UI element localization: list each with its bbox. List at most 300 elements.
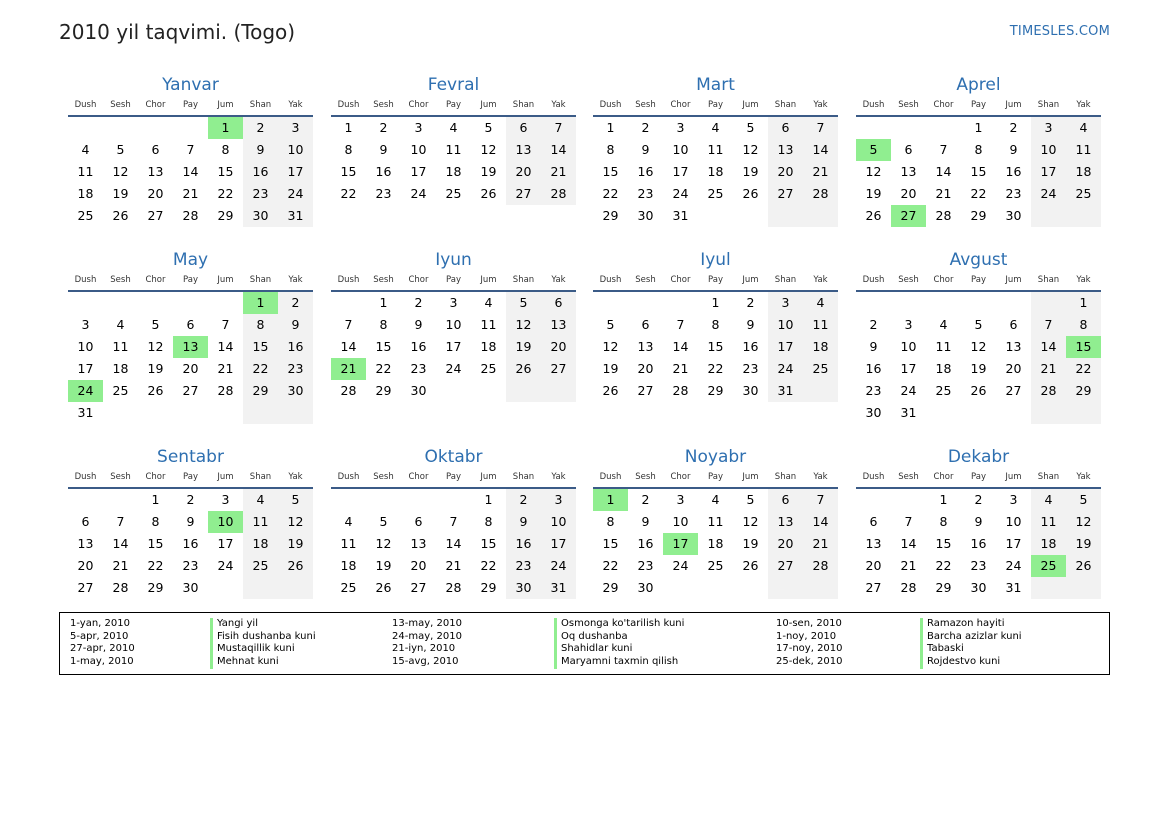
day-cell: 31 (672, 208, 689, 223)
weekday-header: Jum (996, 272, 1031, 292)
empty-day-cell (103, 402, 138, 424)
day-cell: 20 (410, 558, 427, 573)
empty-day-cell (103, 489, 138, 511)
holiday-day-cell: 17 (663, 533, 698, 555)
day-cell: 9 (869, 339, 878, 354)
day-cell: 30 (182, 580, 199, 595)
month-name: Avgust (949, 250, 1008, 270)
day-cell: 14 (935, 164, 952, 179)
day-cell: 10 (77, 339, 94, 354)
day-cell: 12 (506, 314, 541, 336)
day-cell: 15 (340, 164, 357, 179)
weekday-header: Sesh (628, 97, 663, 117)
empty-day-cell (698, 205, 733, 227)
day-cell: 8 (711, 317, 720, 332)
weekday-header: Yak (278, 272, 313, 292)
day-cell: 9 (641, 142, 650, 157)
day-cell: 2 (641, 492, 650, 507)
day-cell: 13 (506, 139, 541, 161)
day-cell: 6 (641, 317, 650, 332)
day-cell: 7 (449, 514, 458, 529)
day-cell: 31 (768, 380, 803, 402)
day-cell: 16 (742, 339, 759, 354)
day-cell: 31 (1005, 580, 1022, 595)
day-cell: 24 (278, 183, 313, 205)
day-cell: 6 (869, 514, 878, 529)
day-cell: 9 (974, 514, 983, 529)
day-cell: 22 (340, 186, 357, 201)
day-cell: 27 (506, 183, 541, 205)
empty-day-cell (803, 577, 838, 599)
day-cell: 28 (112, 580, 129, 595)
day-cell: 23 (637, 186, 654, 201)
legend-holiday-name: Yangi yil (210, 618, 316, 631)
day-cell: 11 (480, 317, 497, 332)
day-cell: 1 (1066, 292, 1101, 314)
legend-date: 1-yan, 2010 (70, 618, 130, 629)
empty-day-cell (1031, 205, 1066, 227)
month-name: May (172, 250, 209, 270)
empty-day-cell (173, 117, 208, 139)
weekday-header: Sesh (366, 97, 401, 117)
day-cell: 10 (768, 314, 803, 336)
day-cell: 1 (711, 295, 720, 310)
day-cell: 10 (1005, 514, 1022, 529)
day-cell: 23 (243, 183, 278, 205)
day-cell: 11 (77, 164, 94, 179)
day-cell: 4 (344, 514, 353, 529)
day-cell: 5 (278, 489, 313, 511)
day-cell: 22 (375, 361, 392, 376)
day-cell: 22 (147, 558, 164, 573)
legend-holiday-name: Maryamni taxmin qilish (554, 656, 684, 669)
day-cell: 2 (869, 317, 878, 332)
day-cell: 11 (445, 142, 462, 157)
legend-holiday-name: Tabaski (920, 643, 1022, 656)
day-cell: 12 (112, 164, 129, 179)
month-name: Fevral (427, 75, 480, 95)
day-cell: 8 (344, 142, 353, 157)
day-cell: 8 (151, 514, 160, 529)
month-grid (68, 469, 313, 599)
weekday-header: Dush (856, 97, 891, 117)
day-cell: 8 (484, 514, 493, 529)
day-cell: 30 (742, 383, 759, 398)
day-cell: 15 (375, 339, 392, 354)
empty-day-cell (1066, 205, 1101, 227)
day-cell: 23 (637, 558, 654, 573)
site-link[interactable]: TIMESLES.COM (1009, 24, 1110, 39)
weekday-header: Chor (138, 97, 173, 117)
day-cell: 8 (1066, 314, 1101, 336)
day-cell: 29 (935, 580, 952, 595)
weekday-header: Chor (401, 469, 436, 489)
day-cell: 11 (935, 339, 952, 354)
day-cell: 25 (243, 555, 278, 577)
day-cell: 11 (340, 536, 357, 551)
day-cell: 2 (186, 492, 195, 507)
day-cell: 18 (77, 186, 94, 201)
empty-day-cell (208, 402, 243, 424)
day-cell: 2 (974, 492, 983, 507)
day-cell: 5 (379, 514, 388, 529)
weekday-header: Chor (401, 97, 436, 117)
day-cell: 3 (414, 120, 423, 135)
weekday-header: Jum (471, 469, 506, 489)
day-cell: 18 (1066, 161, 1101, 183)
weekday-header: Chor (663, 469, 698, 489)
day-cell: 31 (541, 577, 576, 599)
day-cell: 5 (506, 292, 541, 314)
day-cell: 18 (445, 164, 462, 179)
day-cell: 21 (541, 161, 576, 183)
day-cell: 26 (742, 186, 759, 201)
day-cell: 18 (707, 536, 724, 551)
day-cell: 19 (506, 336, 541, 358)
day-cell: 25 (707, 558, 724, 573)
day-cell: 19 (742, 164, 759, 179)
day-cell: 5 (151, 317, 160, 332)
day-cell: 16 (1005, 164, 1022, 179)
day-cell: 11 (1031, 511, 1066, 533)
weekday-header: Pay (436, 469, 471, 489)
month-grid (593, 469, 838, 599)
day-cell: 23 (1005, 186, 1022, 201)
day-cell: 24 (217, 558, 234, 573)
day-cell: 17 (541, 533, 576, 555)
day-cell: 25 (707, 186, 724, 201)
day-cell: 29 (602, 580, 619, 595)
legend-date: 10-sen, 2010 (776, 618, 842, 629)
empty-day-cell (138, 117, 173, 139)
day-cell: 6 (768, 489, 803, 511)
month-iyul (593, 248, 838, 402)
weekday-header: Shan (506, 97, 541, 117)
weekday-header: Jum (471, 272, 506, 292)
weekday-header: Pay (436, 97, 471, 117)
weekday-header: Shan (768, 469, 803, 489)
day-cell: 3 (904, 317, 913, 332)
day-cell: 23 (742, 361, 759, 376)
empty-day-cell (856, 489, 891, 511)
day-cell: 6 (81, 514, 90, 529)
day-cell: 18 (243, 533, 278, 555)
day-cell: 18 (480, 339, 497, 354)
day-cell: 15 (970, 164, 987, 179)
day-cell: 2 (414, 295, 423, 310)
empty-day-cell (278, 402, 313, 424)
day-cell: 20 (182, 361, 199, 376)
day-cell: 6 (151, 142, 160, 157)
day-cell: 5 (746, 120, 755, 135)
day-cell: 9 (746, 317, 755, 332)
day-cell: 2 (506, 489, 541, 511)
day-cell: 14 (445, 536, 462, 551)
day-cell: 22 (707, 361, 724, 376)
day-cell: 26 (278, 555, 313, 577)
day-cell: 15 (217, 164, 234, 179)
day-cell: 19 (602, 361, 619, 376)
day-cell: 24 (900, 383, 917, 398)
weekday-header: Sesh (366, 469, 401, 489)
weekday-header: Sesh (103, 97, 138, 117)
month-dekabr (856, 445, 1101, 599)
legend-holiday-name: Rojdestvo kuni (920, 656, 1022, 669)
empty-day-cell (1031, 292, 1066, 314)
day-cell: 24 (1005, 558, 1022, 573)
day-cell: 20 (865, 558, 882, 573)
empty-day-cell (856, 117, 891, 139)
empty-day-cell (891, 292, 926, 314)
holiday-day-cell: 24 (68, 380, 103, 402)
month-grid (856, 469, 1101, 599)
day-cell: 21 (935, 186, 952, 201)
day-cell: 21 (182, 186, 199, 201)
day-cell: 22 (602, 186, 619, 201)
holiday-day-cell: 10 (208, 511, 243, 533)
day-cell: 21 (217, 361, 234, 376)
weekday-header: Sesh (891, 97, 926, 117)
weekday-header: Yak (803, 97, 838, 117)
weekday-header: Sesh (891, 469, 926, 489)
day-cell: 29 (707, 383, 724, 398)
weekday-header: Sesh (628, 272, 663, 292)
month-grid (593, 97, 838, 227)
month-grid (68, 97, 313, 227)
day-cell: 12 (147, 339, 164, 354)
day-cell: 10 (900, 339, 917, 354)
day-cell: 4 (1031, 489, 1066, 511)
weekday-header: Jum (733, 469, 768, 489)
legend-date: 24-may, 2010 (392, 630, 462, 642)
weekday-header: Chor (926, 97, 961, 117)
day-cell: 23 (375, 186, 392, 201)
day-cell: 1 (344, 120, 353, 135)
empty-day-cell (436, 489, 471, 511)
day-cell: 27 (865, 580, 882, 595)
month-grid (856, 272, 1101, 424)
day-cell: 29 (147, 580, 164, 595)
day-cell: 18 (1031, 533, 1066, 555)
weekday-header: Pay (698, 272, 733, 292)
weekday-header: Sesh (103, 469, 138, 489)
day-cell: 22 (935, 558, 952, 573)
day-cell: 29 (1066, 380, 1101, 402)
legend-date: 25-dek, 2010 (776, 656, 843, 668)
day-cell: 12 (742, 514, 759, 529)
day-cell: 3 (81, 317, 90, 332)
day-cell: 21 (803, 161, 838, 183)
empty-day-cell (856, 292, 891, 314)
day-cell: 16 (865, 361, 882, 376)
day-cell: 17 (410, 164, 427, 179)
day-cell: 2 (379, 120, 388, 135)
day-cell: 11 (112, 339, 129, 354)
legend-holiday-name: Shahidlar kuni (554, 643, 684, 656)
day-cell: 16 (278, 336, 313, 358)
weekday-header: Yak (1066, 469, 1101, 489)
day-cell: 24 (1031, 183, 1066, 205)
weekday-header: Yak (1066, 272, 1101, 292)
day-cell: 12 (602, 339, 619, 354)
empty-day-cell (103, 292, 138, 314)
weekday-header: Chor (138, 469, 173, 489)
legend-names-column (554, 618, 684, 669)
day-cell: 31 (900, 405, 917, 420)
holiday-day-cell: 1 (243, 292, 278, 314)
holiday-legend (59, 612, 1110, 675)
weekday-header: Yak (541, 97, 576, 117)
empty-day-cell (663, 577, 698, 599)
day-cell: 22 (480, 558, 497, 573)
legend-date: 27-apr, 2010 (70, 643, 135, 655)
day-cell: 6 (904, 142, 913, 157)
day-cell: 25 (445, 186, 462, 201)
empty-day-cell (1066, 577, 1101, 599)
day-cell: 5 (1066, 489, 1101, 511)
day-cell: 1 (151, 492, 160, 507)
weekday-header: Sesh (891, 272, 926, 292)
day-cell: 9 (379, 142, 388, 157)
day-cell: 7 (939, 142, 948, 157)
weekday-header: Jum (471, 97, 506, 117)
empty-day-cell (698, 577, 733, 599)
day-cell: 27 (768, 183, 803, 205)
weekday-header: Jum (996, 469, 1031, 489)
day-cell: 19 (742, 536, 759, 551)
day-cell: 30 (278, 380, 313, 402)
day-cell: 11 (243, 511, 278, 533)
weekday-header: Sesh (103, 272, 138, 292)
day-cell: 11 (707, 514, 724, 529)
day-cell: 6 (768, 117, 803, 139)
day-cell: 21 (672, 361, 689, 376)
day-cell: 26 (1066, 555, 1101, 577)
day-cell: 9 (414, 317, 423, 332)
day-cell: 10 (410, 142, 427, 157)
day-cell: 1 (939, 492, 948, 507)
day-cell: 30 (637, 580, 654, 595)
day-cell: 2 (278, 292, 313, 314)
empty-day-cell (68, 117, 103, 139)
day-cell: 4 (116, 317, 125, 332)
day-cell: 7 (541, 117, 576, 139)
weekday-header: Pay (961, 272, 996, 292)
day-cell: 29 (970, 208, 987, 223)
day-cell: 20 (768, 533, 803, 555)
empty-day-cell (331, 292, 366, 314)
day-cell: 17 (1005, 536, 1022, 551)
day-cell: 17 (900, 361, 917, 376)
legend-date: 13-may, 2010 (392, 618, 462, 629)
month-sentabr (68, 445, 313, 599)
day-cell: 22 (970, 186, 987, 201)
legend-dates-column (776, 618, 843, 669)
day-cell: 28 (340, 383, 357, 398)
weekday-header: Dush (68, 272, 103, 292)
month-fevral (331, 73, 576, 205)
empty-day-cell (663, 292, 698, 314)
weekday-header: Sesh (628, 469, 663, 489)
day-cell: 27 (637, 383, 654, 398)
day-cell: 22 (243, 358, 278, 380)
day-cell: 8 (974, 142, 983, 157)
day-cell: 27 (182, 383, 199, 398)
day-cell: 26 (970, 383, 987, 398)
day-cell: 28 (672, 383, 689, 398)
day-cell: 13 (77, 536, 94, 551)
day-cell: 2 (641, 120, 650, 135)
day-cell: 13 (768, 511, 803, 533)
legend-holiday-name: Oq dushanba (554, 631, 684, 644)
weekday-header: Jum (208, 97, 243, 117)
day-cell: 14 (803, 139, 838, 161)
weekday-header: Shan (506, 469, 541, 489)
day-cell: 28 (935, 208, 952, 223)
day-cell: 15 (147, 536, 164, 551)
day-cell: 13 (410, 536, 427, 551)
day-cell: 13 (865, 536, 882, 551)
day-cell: 30 (506, 577, 541, 599)
day-cell: 28 (541, 183, 576, 205)
day-cell: 17 (77, 361, 94, 376)
day-cell: 3 (449, 295, 458, 310)
day-cell: 1 (606, 120, 615, 135)
legend-holiday-name: Osmonga ko'tarilish kuni (554, 618, 684, 631)
day-cell: 24 (768, 358, 803, 380)
day-cell: 27 (147, 208, 164, 223)
month-grid (856, 97, 1101, 227)
empty-day-cell (331, 489, 366, 511)
day-cell: 13 (147, 164, 164, 179)
weekday-header: Dush (331, 272, 366, 292)
empty-day-cell (471, 380, 506, 402)
day-cell: 4 (711, 120, 720, 135)
day-cell: 12 (970, 339, 987, 354)
month-mart (593, 73, 838, 227)
day-cell: 28 (445, 580, 462, 595)
day-cell: 18 (112, 361, 129, 376)
weekday-header: Pay (173, 469, 208, 489)
month-name: Iyun (435, 250, 472, 270)
day-cell: 25 (112, 383, 129, 398)
legend-names-column (210, 618, 316, 669)
day-cell: 15 (243, 336, 278, 358)
day-cell: 9 (641, 514, 650, 529)
day-cell: 13 (1005, 339, 1022, 354)
day-cell: 6 (541, 292, 576, 314)
day-cell: 13 (768, 139, 803, 161)
month-name: Yanvar (162, 75, 219, 95)
legend-holiday-name: Mustaqillik kuni (210, 643, 316, 656)
empty-day-cell (243, 577, 278, 599)
day-cell: 13 (900, 164, 917, 179)
day-cell: 23 (970, 558, 987, 573)
holiday-day-cell: 1 (593, 489, 628, 511)
weekday-header: Pay (961, 469, 996, 489)
day-cell: 29 (217, 208, 234, 223)
day-cell: 22 (217, 186, 234, 201)
empty-day-cell (891, 117, 926, 139)
legend-date: 21-iyn, 2010 (392, 643, 456, 655)
day-cell: 26 (865, 208, 882, 223)
day-cell: 27 (410, 580, 427, 595)
day-cell: 14 (182, 164, 199, 179)
day-cell: 8 (243, 314, 278, 336)
empty-day-cell (208, 577, 243, 599)
day-cell: 21 (445, 558, 462, 573)
day-cell: 21 (1031, 358, 1066, 380)
